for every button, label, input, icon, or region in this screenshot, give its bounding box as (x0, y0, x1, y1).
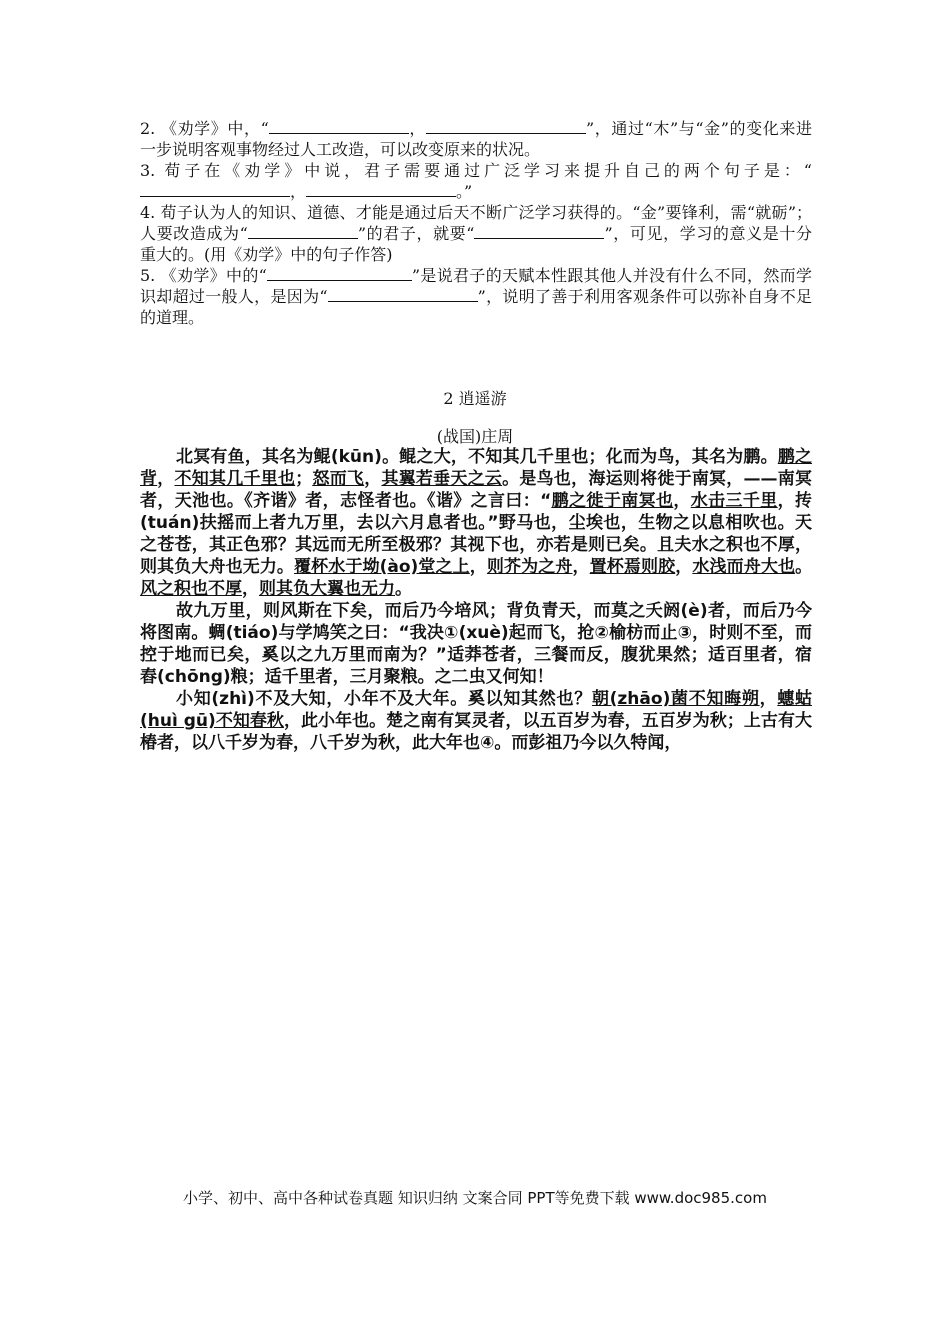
underlined-phrase: 置杯焉则胶 (589, 557, 676, 577)
essay-text: ，此小年也。楚之南有冥灵者，以五百岁为春，五百岁为秋；上古有大椿者，以八千岁为春，八千岁为秋，此大年也④。而彭祖乃今以久特闻， (140, 711, 812, 753)
answer-blank[interactable] (426, 119, 586, 134)
question-list (140, 118, 812, 328)
essay-text: ； (295, 469, 313, 489)
essay-text: 小知(zhì)不及大知，小年不及大年。奚以知其然也？ (176, 689, 592, 709)
underlined-phrase: 则芥为之舟 (486, 557, 573, 577)
question-text: 4. 荀子认为人的知识、道德、才能是通过后天不断广泛学习获得的。“金”要锋利，需“就砺”；人要改造成为“ (140, 203, 812, 243)
essay-text: 北冥有鱼，其名为鲲(kūn)。鲲之大，不知其几千里也；化而为鸟，其名为鹏。 (176, 447, 778, 467)
underlined-phrase: 风之积也不厚 (140, 579, 242, 599)
underlined-phrase: 怒而飞 (312, 469, 365, 489)
question-text: 5. 《劝学》中的“ (140, 266, 267, 285)
question-text: 3. 荀子在《劝学》中说，君子需要通过广泛学习来提升自己的两个句子是：“ (140, 161, 812, 180)
question-text: ”，可见，学习的意义是十分重大的。(用《劝学》中的句子作答) (140, 224, 812, 264)
essay-paragraph-2: 故九万里，则风斯在下矣，而后乃今培风；背负青天，而莫之夭阏(è)者，而后乃今将图南。蜩(tiáo)与学鸠笑之曰：“我决①(xuè)起而飞，抢②榆枋而止③，时则不至，而控于地而已矣，奚以之九万里而南为？”适莽苍者，三餐而反，腹犹果然；适百里者，宿舂(chōng)粮；适千里者，三月聚粮。之二虫又何知！ (140, 601, 812, 687)
question-text: ”的君子，就要“ (357, 224, 475, 243)
question-text: 2. 《劝学》中，“ (140, 119, 269, 138)
underlined-phrase: 鹏之背 (140, 447, 813, 489)
question-text: ， (408, 119, 426, 138)
essay-text: 。是鸟也，海运则将徙于南冥，——南冥者，天池也。《齐谐》者，志怪者也。《谐》之言曰：“ (140, 469, 813, 511)
essay-body (140, 446, 812, 754)
question-text: ”是说君子的天赋本性跟其他人并没有什么不同，然而学识却超过一般人，是因为“ (140, 266, 812, 306)
question-5 (140, 265, 812, 328)
answer-blank[interactable] (269, 119, 409, 134)
question-2 (140, 118, 812, 160)
answer-blank[interactable] (267, 266, 412, 281)
underlined-phrase: 则其负大翼也无力 (259, 579, 395, 599)
essay-paragraph-3 (140, 688, 812, 754)
answer-blank[interactable] (474, 224, 604, 239)
underlined-phrase: 其翼若垂天之云 (381, 469, 503, 489)
essay-text: ，抟(tuán)扶摇而上者九万里，去以六月息者也。”野马也，尘埃也，生物之以息相吹也。天之苍苍，其正色邪？其远而无所至极邪？其视下也，亦若是则已矣。且夫水之积也不厚，则其负大舟也无力。 (140, 491, 813, 577)
answer-blank[interactable] (306, 182, 456, 197)
question-3 (140, 160, 812, 202)
essay-text: ， (673, 491, 691, 511)
essay-text: ， (572, 557, 590, 577)
underlined-phrase: 不知其几千里也 (174, 469, 296, 489)
essay-text: ， (675, 557, 693, 577)
underlined-phrase: 朝(zhāo)菌不知晦朔 (591, 689, 760, 709)
essay-text: ， (242, 579, 259, 599)
essay-text: ， (469, 557, 487, 577)
essay-text: 。 (795, 557, 813, 577)
answer-blank[interactable] (328, 287, 478, 302)
underlined-phrase: 鹏之徙于南冥也 (551, 491, 674, 511)
section-title: 2 逍遥游 (443, 389, 507, 408)
question-text: 。” (456, 182, 473, 201)
essay-text: ， (364, 469, 382, 489)
question-text: ， (290, 182, 307, 201)
essay-text: ， (157, 469, 175, 489)
question-4 (140, 202, 812, 265)
underlined-phrase: 覆杯水于坳(ào)堂之上 (294, 557, 470, 577)
underlined-phrase: 水击三千里 (690, 491, 778, 511)
essay-paragraph-1 (140, 446, 812, 600)
question-text: ”，通过“木”与“金”的变化来进一步说明客观事物经过人工改造，可以改变原来的状况。 (140, 119, 812, 159)
question-text: ”，说明了善于利用客观条件可以弥补自身不足的道理。 (140, 287, 812, 327)
answer-blank[interactable] (248, 224, 358, 239)
answer-blank[interactable] (140, 182, 290, 197)
footer-ad: 小学、初中、高中各种试卷真题 知识归纳 文案合同 PPT等免费下载 www.doc985.com (183, 1189, 767, 1207)
section-author: (战国)庄周 (436, 427, 514, 446)
essay-text: ， (759, 689, 778, 709)
underlined-phrase: 水浅而舟大也 (692, 557, 796, 577)
essay-text: 。 (395, 579, 412, 599)
underlined-phrase: 蟪蛄(huì gū)不知春秋 (140, 689, 813, 731)
